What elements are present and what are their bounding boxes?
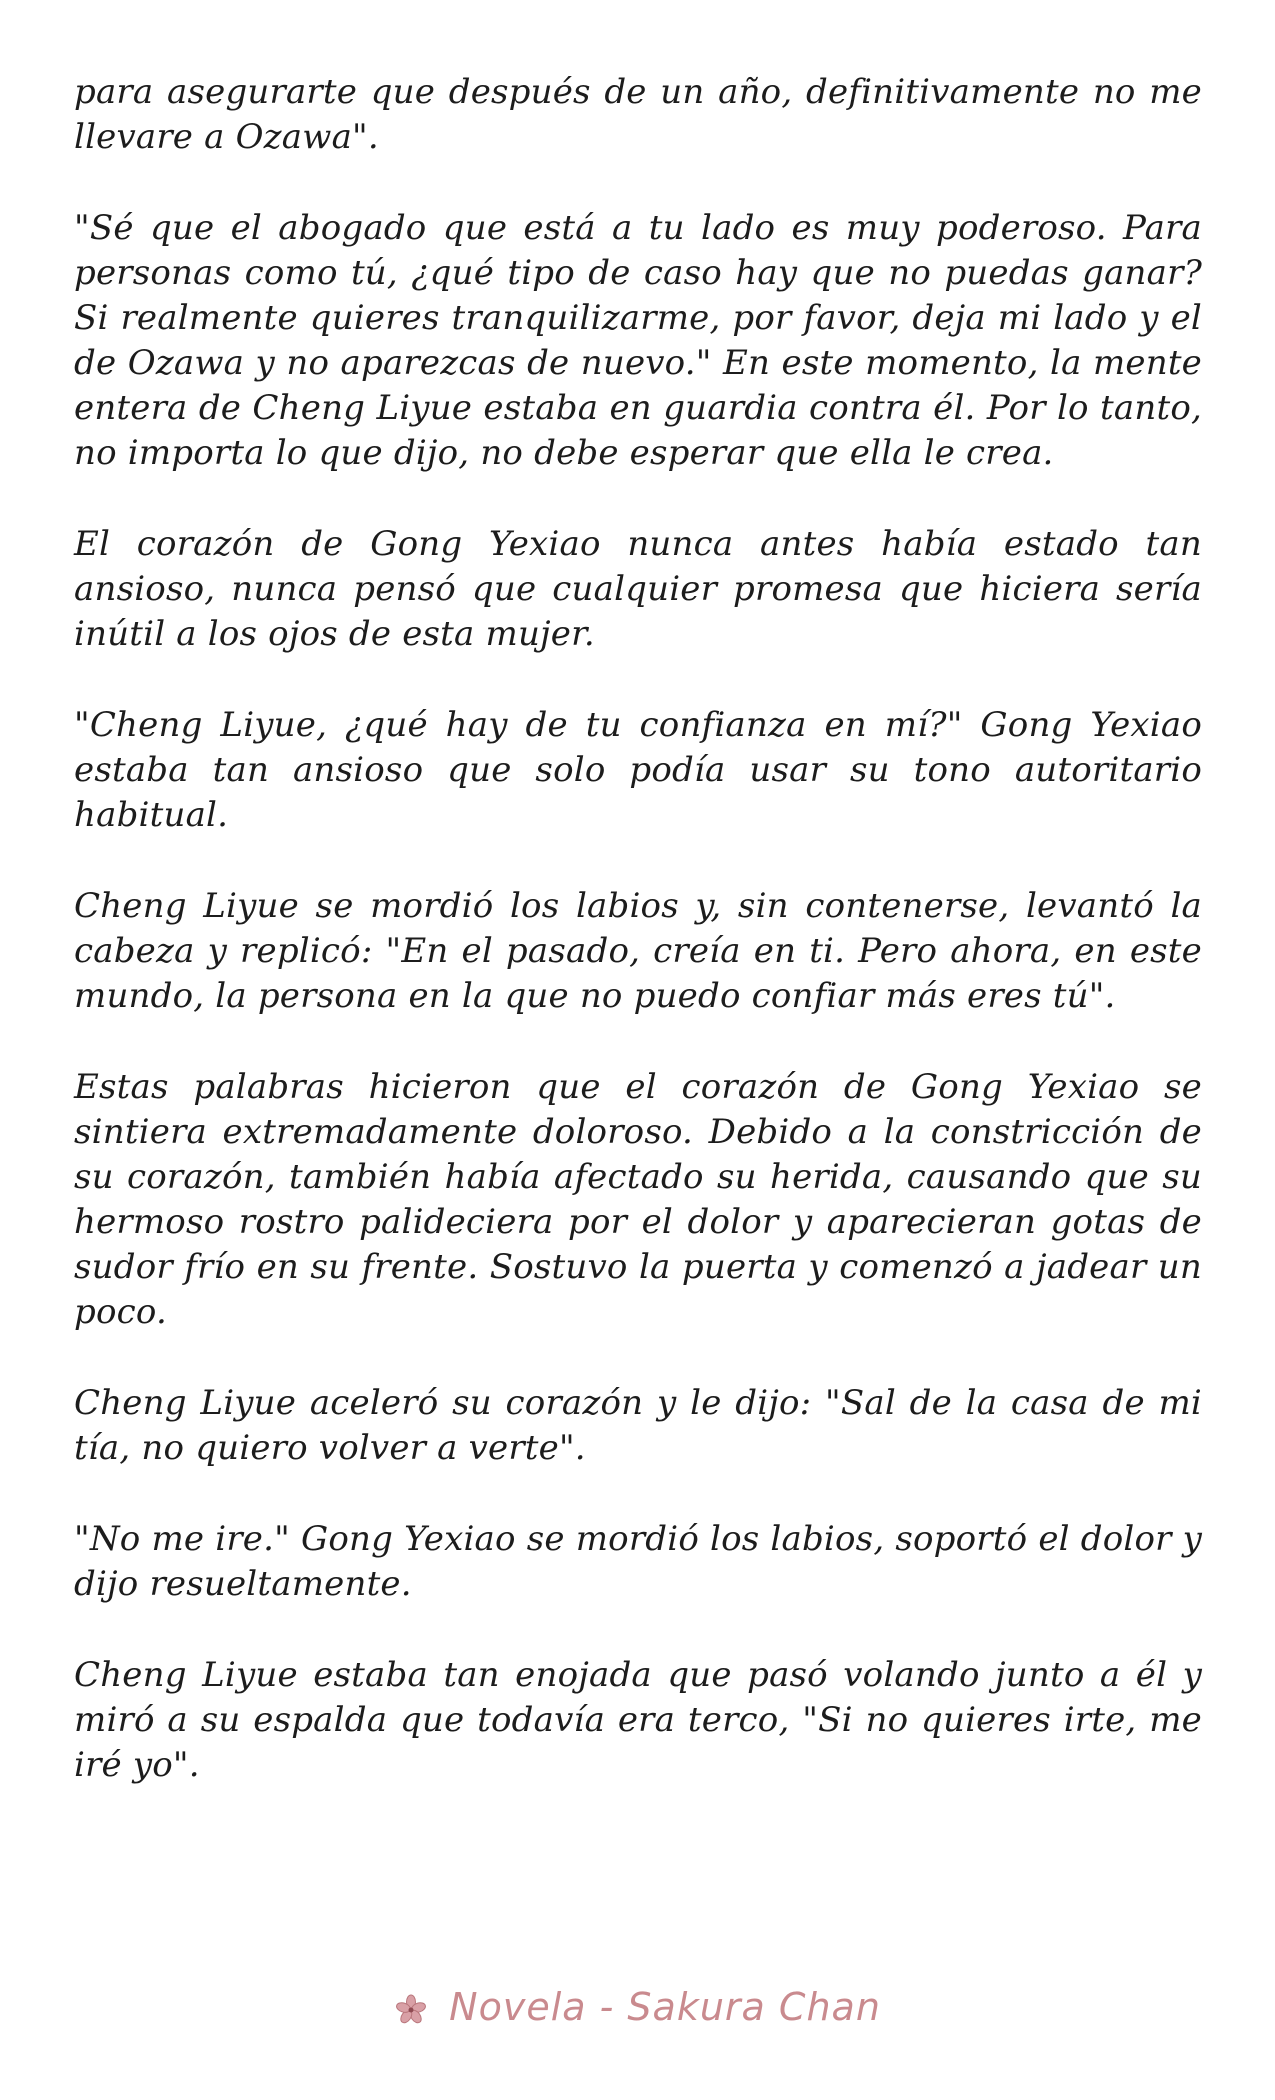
paragraph: Estas palabras hicieron que el corazón de Gong Yexiao se sintiera extremadamente doloroso. Debido a la constricción de su corazón, también había afectado su herida, causando que su hermoso rostro palideciera por el dolor y aparecieran gotas de sudor frío en su frente. Sostuvo la puerta y comenzó a jadear un poco. [74,1067,1202,1332]
document-body [74,70,1202,1834]
paragraph: Cheng Liyue se mordió los labios y, sin contenerse, levantó la cabeza y replicó: "En el pasado, creía en ti. Pero ahora, en este mundo, la persona en la que no puedo confiar más eres tú". [74,886,1202,1016]
paragraph: para asegurarte que después de un año, definitivamente no me llevare a Ozawa". [74,72,1202,157]
paragraph: Cheng Liyue aceleró su corazón y le dijo: "Sal de la casa de mi tía, no quiero volver a verte". [74,1383,1202,1468]
watermark [0,1985,1275,2029]
sakura-flower-icon [394,1993,428,2027]
paragraph: El corazón de Gong Yexiao nunca antes había estado tan ansioso, nunca pensó que cualquier promesa que hiciera sería inútil a los ojos de esta mujer. [74,524,1202,654]
paragraph: "No me ire." Gong Yexiao se mordió los labios, soportó el dolor y dijo resueltamente. [74,1519,1202,1604]
paragraph: "Cheng Liyue, ¿qué hay de tu confianza en mí?" Gong Yexiao estaba tan ansioso que solo podía usar su tono autoritario habitual. [74,705,1202,835]
watermark-text: Novela - Sakura Chan [449,1985,881,2029]
paragraph: Cheng Liyue estaba tan enojada que pasó volando junto a él y miró a su espalda que todavía era terco, "Si no quieres irte, me iré yo". [74,1655,1202,1785]
paragraph: "Sé que el abogado que está a tu lado es muy poderoso. Para personas como tú, ¿qué tipo de caso hay que no puedas ganar? Si realmente quieres tranquilizarme, por favor, deja mi lado y el de Ozawa y no aparezcas de nuevo." En este momento, la mente entera de Cheng Liyue estaba en guardia contra él. Por lo tanto, no importa lo que dijo, no debe esperar que ella le crea. [74,208,1202,473]
